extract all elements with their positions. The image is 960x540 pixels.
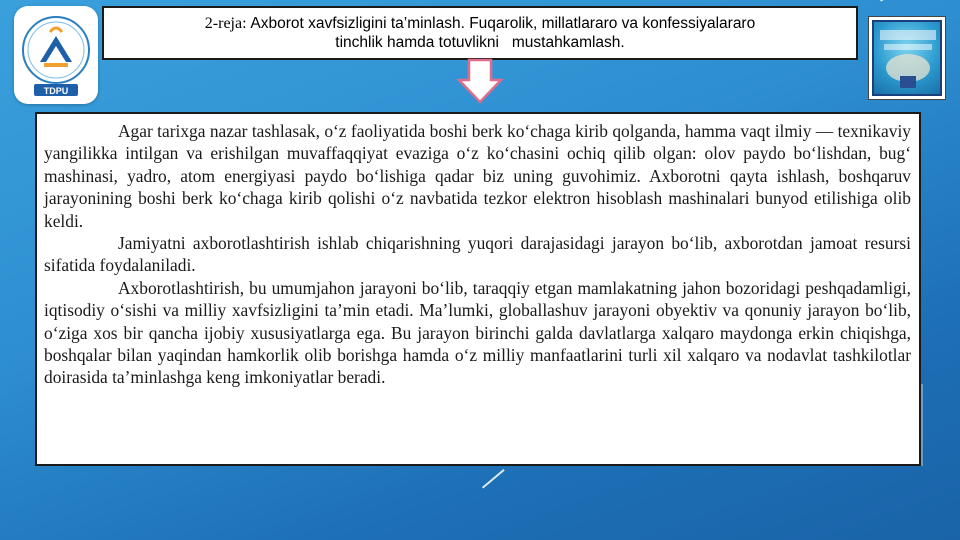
logo-text: TDPU — [43, 86, 69, 96]
title-prefix: 2-reja: — [204, 15, 247, 32]
down-arrow-icon — [457, 58, 503, 104]
tdpu-emblem-icon — [14, 6, 98, 104]
title-line-1 — [205, 14, 755, 33]
content-text-box — [35, 112, 921, 466]
decorative-line-top — [880, 0, 960, 2]
paragraph-3: Axborotlashtirish, bu umumjahon jarayoni bo‘lib, taraqqiy etgan mamlakatning jahon bozoridagi peshqadamligi, iqtisodiy o‘sishi va milliy xavfsizligini ta’min etadi. Ma’lumki, globallashuv jarayoni obyektiv va qonuniy jarayon bo‘lib, o‘ziga xos bir qancha ijobiy xususiyatlarga ega. Bu jarayon birinchi galda davlatlarga xalqaro maydonga erkin chiqishga, boshqalar bilan yaqindan hamkorlik olib borishga hamda o‘z milliy manfaatlarini turli xil xalqaro va nodavlat tashkilotlar doirasida ta’minlashga keng imkoniyatlar beradi. — [44, 277, 911, 388]
title-text-line-1: Axborot xavfsizligini ta’minlash. Fuqarolik, millatlararo va konfessiyalararo — [250, 15, 756, 32]
decorative-line-right — [921, 384, 923, 466]
paragraph-2: Jamiyatni axborotlashtirish ishlab chiqarishning yuqori darajasidagi jarayon bo‘lib, axborotdan jamoat resursi sifatida foydalaniladi. — [44, 233, 911, 276]
slide-title — [102, 6, 858, 60]
tdpu-logo — [14, 6, 98, 104]
title-text-line-2: tinchlik hamda totuvlikni mustahkamlash. — [335, 34, 625, 51]
emblem-image — [872, 20, 942, 96]
emblem-icon — [874, 22, 942, 96]
paragraph-1: Agar tarixga nazar tashlasak, o‘z faoliyatida boshi berk ko‘chaga kirib qolganda, hamma vaqt ilmiy — texnikaviy yangilikka intilgan va erishilgan muvaffaqqiyat evaziga o‘z ko‘chasini ochiq qilib olgan: olov paydo bo‘lishdan, bug‘ mashinasi, yadro, atom energiyasi paydo bo‘lishiga qadar biz uning guvohimiz. Axborotni qayta ishlash, boshqaruv jarayonining boshi berk ko‘chaga kirib qolishi o‘z navbatida tezkor elektron hisoblash mashinalari bunyod etilishiga olib keldi. — [44, 121, 911, 231]
book-cover-emblem — [868, 16, 946, 100]
decorative-line-bottom — [482, 469, 505, 489]
